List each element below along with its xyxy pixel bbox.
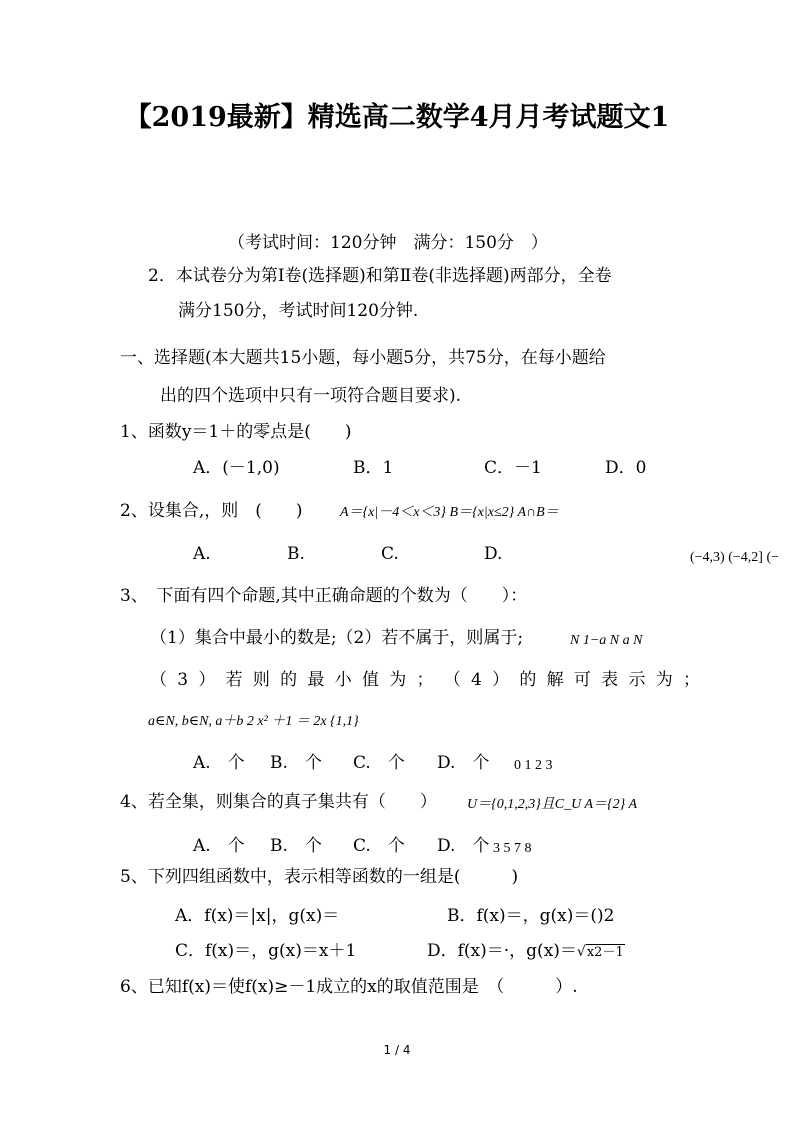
document-title: 【2019最新】精选高二数学4月月考试题文1 xyxy=(124,102,670,133)
page-number: 1 / 4 xyxy=(383,1043,411,1057)
q1-option-d: D．0 xyxy=(605,458,647,478)
section-heading-line-2: 出的四个选项中只有一项符合题目要求). xyxy=(160,386,462,406)
char: 值 xyxy=(361,670,379,690)
section-heading-line-1: 一、选择题(本大题共15小题，每小题5分，共75分，在每小题给 xyxy=(120,348,606,368)
question-6-stem: 6、已知f(x)＝使f(x)≥－1成立的x的取值范围是 （ ）. xyxy=(120,977,578,997)
char: 最 xyxy=(307,670,325,690)
q2-interval-values: (−4,3) (−4,2] (− xyxy=(690,550,779,565)
char: 解 xyxy=(546,670,564,690)
q3-math-line-1: N 1−a N a N xyxy=(570,633,643,648)
char: （ xyxy=(150,670,167,690)
q3-option-c: C. 个 xyxy=(353,753,405,773)
char: （ xyxy=(443,670,461,690)
q4-option-c: C. 个 xyxy=(353,836,405,856)
q5-option-d xyxy=(427,940,625,963)
q5-option-b: B．f(x)＝，g(x)＝()2 xyxy=(447,906,615,926)
q3-option-d: D. 个 xyxy=(437,753,490,773)
q4-set-expression: U＝{0,1,2,3}且C_U A＝{2} A xyxy=(467,797,638,812)
char: ； xyxy=(682,670,700,690)
question-1-stem: 1、函数y＝1＋的零点是( ) xyxy=(120,422,352,442)
char: 可 xyxy=(573,670,591,690)
q2-option-c: C. xyxy=(381,544,399,564)
char: 4 xyxy=(471,670,482,690)
q5-option-d-text: D．f(x)＝·，g(x)＝ xyxy=(427,941,577,961)
char: 表 xyxy=(601,670,619,690)
q3-option-b: B. 个 xyxy=(270,753,322,773)
q3-option-a: A. 个 xyxy=(193,753,245,773)
question-4-stem: 4、若全集，则集合的真子集共有（ ） xyxy=(120,792,437,812)
q2-set-expression: A＝{x|－4＜x＜3} B＝{x|x≤2} A∩B＝ xyxy=(340,505,559,520)
note-line-1: 2．本试卷分为第Ⅰ卷(选择题)和第Ⅱ卷(非选择题)两部分，全卷 xyxy=(148,266,612,286)
char: 示 xyxy=(628,670,646,690)
q4-option-a: A. 个 xyxy=(193,836,245,856)
question-2-stem: 2、设集合,，则 ( ) xyxy=(120,501,303,521)
q3-option-numbers: 0 1 2 3 xyxy=(514,758,553,773)
char: 为 xyxy=(389,670,407,690)
question-3-stem: 3、 下面有四个命题,其中正确命题的个数为（ ）： xyxy=(120,586,528,606)
char: ； xyxy=(416,670,434,690)
note-line-2: 满分150分，考试时间120分钟. xyxy=(178,301,419,321)
char: ） xyxy=(198,670,216,690)
q4-option-numbers: 3 5 7 8 xyxy=(493,841,532,856)
char: 3 xyxy=(177,670,189,690)
q2-option-b: B. xyxy=(287,544,305,564)
q1-option-a: A．(－1,0) xyxy=(193,458,280,478)
q1-option-b: B．1 xyxy=(353,458,394,478)
q2-option-d: D. xyxy=(484,544,503,564)
q4-option-d: D. 个 xyxy=(437,836,490,856)
sqrt-icon: √ xyxy=(576,944,586,960)
char: 若 xyxy=(225,670,243,690)
q5-option-c: C．f(x)＝，g(x)＝x＋1 xyxy=(175,941,357,961)
char: 的 xyxy=(519,670,537,690)
exam-info: （考试时间：120分钟 满分：150分 ） xyxy=(228,233,548,253)
char: 小 xyxy=(334,670,352,690)
q3-proposition-line-1: （1）集合中最小的数是;（2）若不属于，则属于; xyxy=(150,628,524,648)
q1-option-c: C．－1 xyxy=(484,458,542,478)
q2-option-a: A. xyxy=(193,544,211,564)
q5-option-d-radicand: x2－1 xyxy=(586,945,624,960)
q3-proposition-line-2 xyxy=(150,669,700,691)
q4-option-b: B. 个 xyxy=(270,836,322,856)
q5-option-a: A．f(x)＝|x|，g(x)＝ xyxy=(175,906,340,926)
char: 则 xyxy=(252,670,270,690)
char: ） xyxy=(492,670,510,690)
question-5-stem: 5、下列四组函数中，表示相等函数的一组是( ) xyxy=(120,867,519,887)
char: 的 xyxy=(280,670,298,690)
q3-math-line-3: a∈N, b∈N, a＋b 2 x² ＋1 ＝ 2x {1,1} xyxy=(148,714,359,729)
char: 为 xyxy=(655,670,673,690)
